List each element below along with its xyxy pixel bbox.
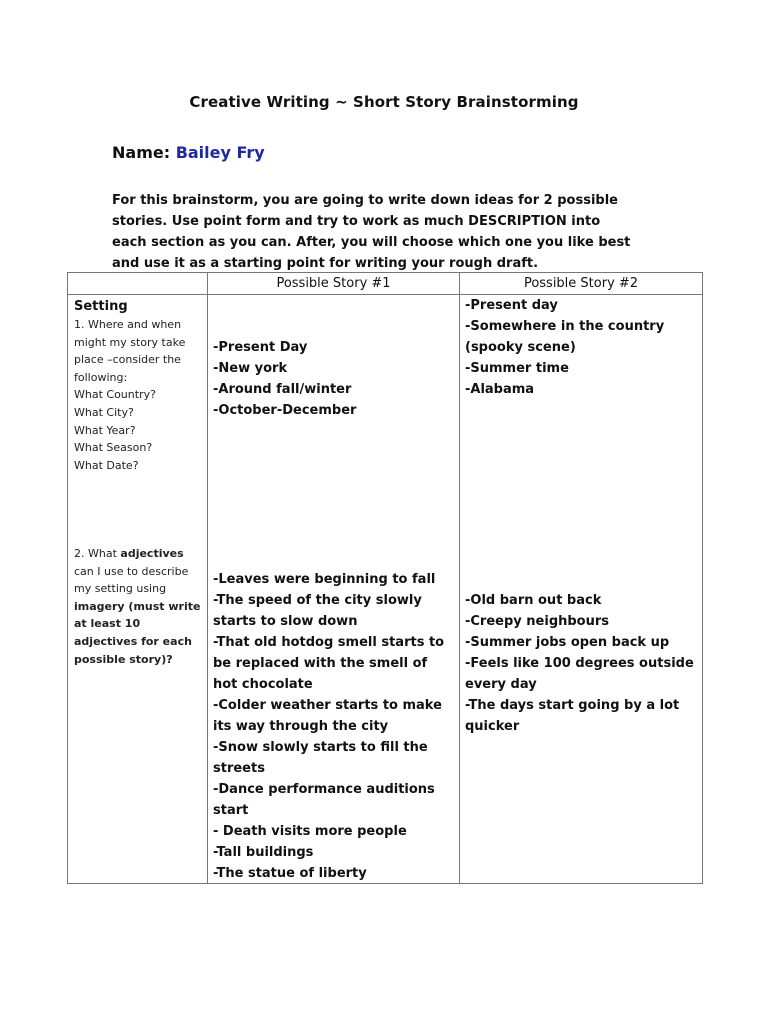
instruction-line: For this brainstorm, you are going to write down ideas for 2 possible (112, 193, 618, 208)
story-1-time-place (213, 337, 455, 421)
list-item: -Old barn out back (465, 593, 602, 608)
story-1-adjectives (213, 569, 455, 884)
question-2-line: my setting using (74, 582, 167, 596)
name-line (112, 143, 265, 162)
list-item: -Somewhere in the country (spooky scene) (465, 319, 665, 355)
list-item: -Tall buildings (213, 845, 314, 860)
header-story-2: Possible Story #2 (460, 273, 703, 295)
setting-question-cell (68, 295, 208, 884)
question-2-line: imagery (must write (74, 599, 201, 613)
question-1-line: What City? (74, 405, 134, 419)
question-2-prefix: 2. What (74, 547, 121, 560)
question-2 (74, 545, 208, 668)
question-1-line: might my story take (74, 335, 186, 349)
name-label: Name: (112, 143, 171, 162)
question-1-line: What Country? (74, 388, 156, 402)
question-1 (74, 316, 207, 474)
question-2-line: adjectives for each (74, 634, 192, 648)
list-item: -Alabama (465, 382, 535, 397)
question-1-line: What Year? (74, 423, 136, 437)
list-item: -Snow slowly starts to fill the streets (213, 740, 428, 776)
table-row-setting (68, 295, 703, 884)
list-item: -Dance performance auditions start (213, 782, 435, 818)
page-title: Creative Writing ~ Short Story Brainstorming (189, 93, 579, 111)
list-item: -Around fall/winter (213, 382, 352, 397)
question-2-line: can I use to describe (74, 564, 189, 578)
story-2-time-place (465, 295, 698, 400)
list-item: - Death visits more people (213, 824, 407, 839)
question-2-line: at least 10 (74, 617, 141, 631)
list-item: -New york (213, 361, 288, 376)
table-header-row (68, 273, 703, 295)
story-1-cell (208, 295, 460, 884)
question-1-line: What Date? (74, 458, 139, 472)
list-item: -The days start going by a lot quicker (465, 698, 680, 734)
list-item: -The speed of the city slowly starts to slow down (213, 593, 422, 629)
list-item: -October-December (213, 403, 357, 418)
question-2-line: possible story)? (74, 652, 173, 666)
list-item: -The statue of liberty (213, 866, 367, 881)
setting-heading: Setting (74, 299, 128, 314)
brainstorm-table (67, 272, 703, 884)
question-2-keyword: adjectives (120, 547, 184, 560)
list-item: -Creepy neighbours (465, 614, 610, 629)
student-name: Bailey Fry (175, 143, 265, 162)
question-2-line (74, 545, 208, 563)
list-item: -That old hotdog smell starts to be replaced with the smell of hot chocolate (213, 635, 445, 692)
list-item: -Present Day (213, 340, 308, 355)
question-1-line: 1. Where and when (74, 318, 182, 331)
list-item: -Leaves were beginning to fall (213, 572, 436, 587)
instruction-line: stories. Use point form and try to work as much DESCRIPTION into (112, 214, 601, 229)
list-item: -Feels like 100 degrees outside every day (465, 656, 694, 692)
list-item: -Colder weather starts to make its way through the city (213, 698, 442, 734)
list-item: -Summer jobs open back up (465, 635, 670, 650)
story-2-cell (460, 295, 703, 884)
list-item: -Summer time (465, 361, 569, 376)
story-2-adjectives (465, 590, 698, 737)
instruction-line: each section as you can. After, you will choose which one you like best (112, 235, 631, 250)
question-1-line: place –consider the (74, 353, 181, 367)
question-1-line: What Season? (74, 441, 153, 455)
instructions (112, 190, 652, 274)
instruction-line: and use it as a starting point for writing your rough draft. (112, 256, 539, 271)
list-item: -Present day (465, 298, 558, 313)
header-story-1: Possible Story #1 (208, 273, 460, 295)
header-category (68, 273, 208, 295)
question-1-line: following: (74, 370, 128, 384)
